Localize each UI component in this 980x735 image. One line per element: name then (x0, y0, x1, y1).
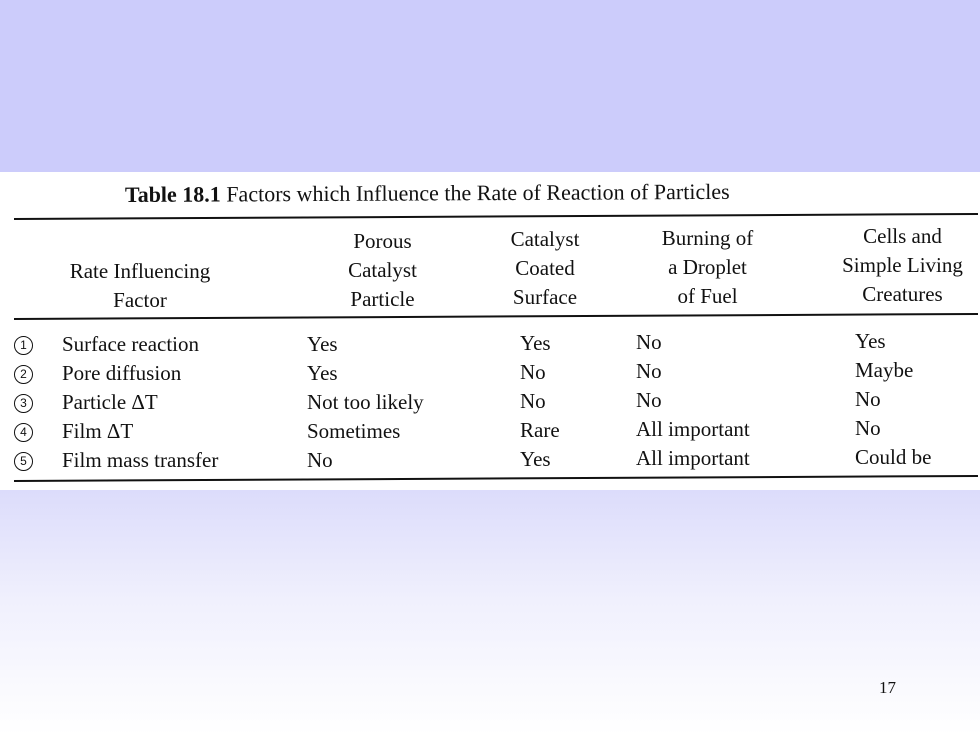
row-factor: Film ΔT (62, 419, 134, 443)
scanned-table-image (0, 172, 980, 490)
cell-coated: No (520, 360, 546, 384)
cell-droplet: No (636, 359, 662, 383)
row-number-badge: 5 (14, 452, 33, 471)
row-number-badge: 2 (14, 365, 33, 384)
cell-droplet: All important (636, 446, 750, 470)
cell-porous: No (307, 448, 333, 472)
cell-porous: Yes (307, 361, 338, 385)
row-number-badge: 3 (14, 394, 33, 413)
row-factor: Film mass transfer (62, 448, 219, 472)
cell-cells: Could be (855, 445, 932, 469)
cell-droplet: No (636, 330, 662, 354)
cell-cells: No (855, 416, 881, 440)
cell-porous: Yes (307, 332, 338, 356)
table-caption (125, 179, 730, 208)
row-factor: Pore diffusion (62, 361, 182, 385)
table-top-rule (14, 213, 978, 220)
row-number-badge: 4 (14, 423, 33, 442)
header-rate-factor: Rate Influencing Factor (69, 259, 211, 312)
row-factor: Particle ΔT (62, 390, 158, 414)
cell-cells: Yes (855, 329, 886, 353)
header-burning-droplet: Burning of a Droplet of Fuel (661, 226, 754, 308)
table-caption-text: Factors which Influence the Rate of Reaction of Particles (226, 178, 730, 207)
header-porous-catalyst: Porous Catalyst Particle (348, 229, 417, 311)
cell-coated: No (520, 389, 546, 413)
row-number-badge: 1 (14, 336, 33, 355)
row-factor: Surface reaction (62, 332, 200, 356)
slide-header-band (0, 0, 980, 172)
table-bottom-rule (14, 475, 978, 482)
cell-coated: Yes (520, 447, 551, 471)
header-catalyst-coated: Catalyst Coated Surface (510, 227, 580, 309)
table-caption-label: Table 18.1 (124, 181, 221, 207)
cell-coated: Rare (520, 418, 560, 442)
cell-coated: Yes (520, 331, 551, 355)
cell-cells: No (855, 387, 881, 411)
cell-porous: Sometimes (307, 419, 401, 443)
cell-droplet: No (636, 388, 662, 412)
header-cells-living: Cells and Simple Living Creatures (842, 224, 963, 306)
cell-droplet: All important (636, 417, 750, 441)
page-number: 17 (879, 678, 896, 697)
cell-porous: Not too likely (307, 390, 424, 414)
cell-cells: Maybe (855, 358, 914, 382)
